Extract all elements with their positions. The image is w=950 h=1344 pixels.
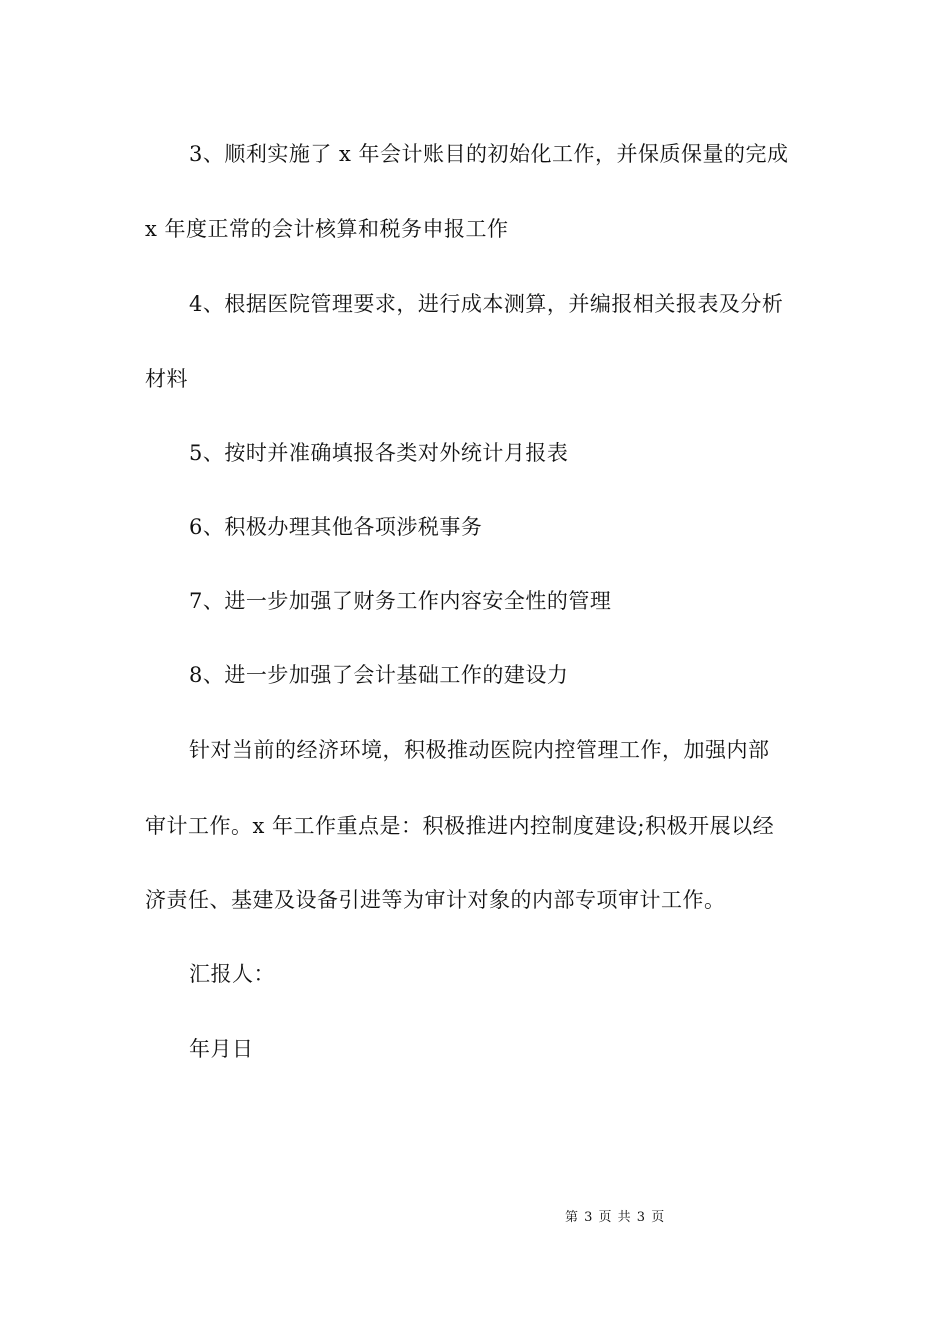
list-item-5: 5、按时并准确填报各类对外统计月报表 bbox=[189, 441, 569, 465]
paragraph-line-2: x 年度正常的会计核算和税务申报工作 bbox=[145, 217, 509, 241]
paragraph-line-3: 4、根据医院管理要求，进行成本测算，并编报相关报表及分析 bbox=[189, 292, 784, 316]
page-footer: 第 3 页 共 3 页 bbox=[565, 1210, 666, 1225]
paragraph-line-11: 济责任、基建及设备引进等为审计对象的内部专项审计工作。 bbox=[145, 888, 726, 912]
paragraph-line-1: 3、顺利实施了 x 年会计账目的初始化工作，并保质保量的完成 bbox=[189, 142, 789, 166]
paragraph-line-9: 针对当前的经济环境，积极推动医院内控管理工作，加强内部 bbox=[189, 738, 770, 762]
paragraph-line-4: 材料 bbox=[145, 367, 188, 391]
list-item-8: 8、进一步加强了会计基础工作的建设力 bbox=[189, 663, 569, 687]
list-item-6: 6、积极办理其他各项涉税事务 bbox=[189, 515, 483, 539]
list-item-7: 7、进一步加强了财务工作内容安全性的管理 bbox=[189, 589, 612, 613]
reporter-label: 汇报人： bbox=[189, 962, 275, 986]
paragraph-line-10: 审计工作。x 年工作重点是：积极推进内控制度建设;积极开展以经 bbox=[145, 814, 775, 838]
date-line: 年月日 bbox=[189, 1037, 254, 1061]
